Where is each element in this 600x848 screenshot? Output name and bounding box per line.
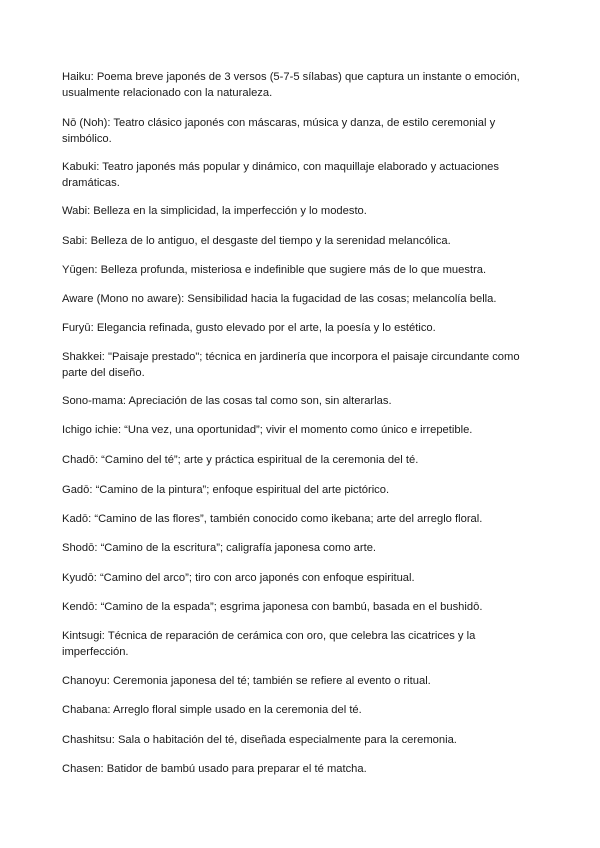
glossary-entry-sabi: Sabi: Belleza de lo antiguo, el desgaste del tiempo y la serenidad melancólica. xyxy=(62,235,451,247)
glossary-entry-gado: Gadō: “Camino de la pintura”; enfoque espiritual del arte pictórico. xyxy=(62,484,390,496)
glossary-entry-shodo: Shodō: “Camino de la escritura”; caligrafía japonesa como arte. xyxy=(62,542,377,554)
glossary-entry-yugen: Yūgen: Belleza profunda, misteriosa e indefinible que sugiere más de lo que muestra. xyxy=(62,264,487,276)
glossary-entry-furyu: Furyū: Elegancia refinada, gusto elevado por el arte, la poesía y lo estético. xyxy=(62,322,436,334)
glossary-entry-ichigo-ichie: Ichigo ichie: “Una vez, una oportunidad”; vivir el momento como único e irrepetible. xyxy=(62,424,473,436)
glossary-entry-kado: Kadō: “Camino de las flores”, también conocido como ikebana; arte del arreglo floral. xyxy=(62,513,483,525)
glossary-entry-chasen: Chasen: Batidor de bambú usado para preparar el té matcha. xyxy=(62,763,367,775)
glossary-entry-kendo: Kendō: “Camino de la espada”; esgrima japonesa con bambú, basada en el bushidō. xyxy=(62,601,483,613)
glossary-entry-chashitsu: Chashitsu: Sala o habitación del té, diseñada especialmente para la ceremonia. xyxy=(62,734,457,746)
glossary-entry-aware: Aware (Mono no aware): Sensibilidad hacia la fugacidad de las cosas; melancolía bella. xyxy=(62,293,497,305)
glossary-entry-no: Nō (Noh): Teatro clásico japonés con máscaras, música y danza, de estilo ceremonial y simbólico. xyxy=(62,117,496,145)
glossary-entry-kintsugi: Kintsugi: Técnica de reparación de cerámica con oro, que celebra las cicatrices y la imperfección. xyxy=(62,630,476,658)
glossary-entry-kabuki: Kabuki: Teatro japonés más popular y dinámico, con maquillaje elaborado y actuaciones dramáticas. xyxy=(62,161,499,189)
glossary-entry-kyudo: Kyudō: “Camino del arco”; tiro con arco japonés con enfoque espiritual. xyxy=(62,572,415,584)
glossary-entry-chabana: Chabana: Arreglo floral simple usado en la ceremonia del té. xyxy=(62,704,362,716)
glossary-entry-haiku: Haiku: Poema breve japonés de 3 versos (5-7-5 sílabas) que captura un instante o emoción, usualmente relacionado con la naturaleza. xyxy=(62,71,520,99)
glossary-entry-sono-mama: Sono-mama: Apreciación de las cosas tal como son, sin alterarlas. xyxy=(62,395,392,407)
glossary-entry-chado: Chadō: “Camino del té”; arte y práctica espiritual de la ceremonia del té. xyxy=(62,454,419,466)
glossary-entry-shakkei: Shakkei: "Paisaje prestado"; técnica en jardinería que incorpora el paisaje circundante como parte del diseño. xyxy=(62,351,520,379)
glossary-entry-wabi: Wabi: Belleza en la simplicidad, la imperfección y lo modesto. xyxy=(62,205,367,217)
glossary-entry-chanoyu: Chanoyu: Ceremonia japonesa del té; también se refiere al evento o ritual. xyxy=(62,675,431,687)
